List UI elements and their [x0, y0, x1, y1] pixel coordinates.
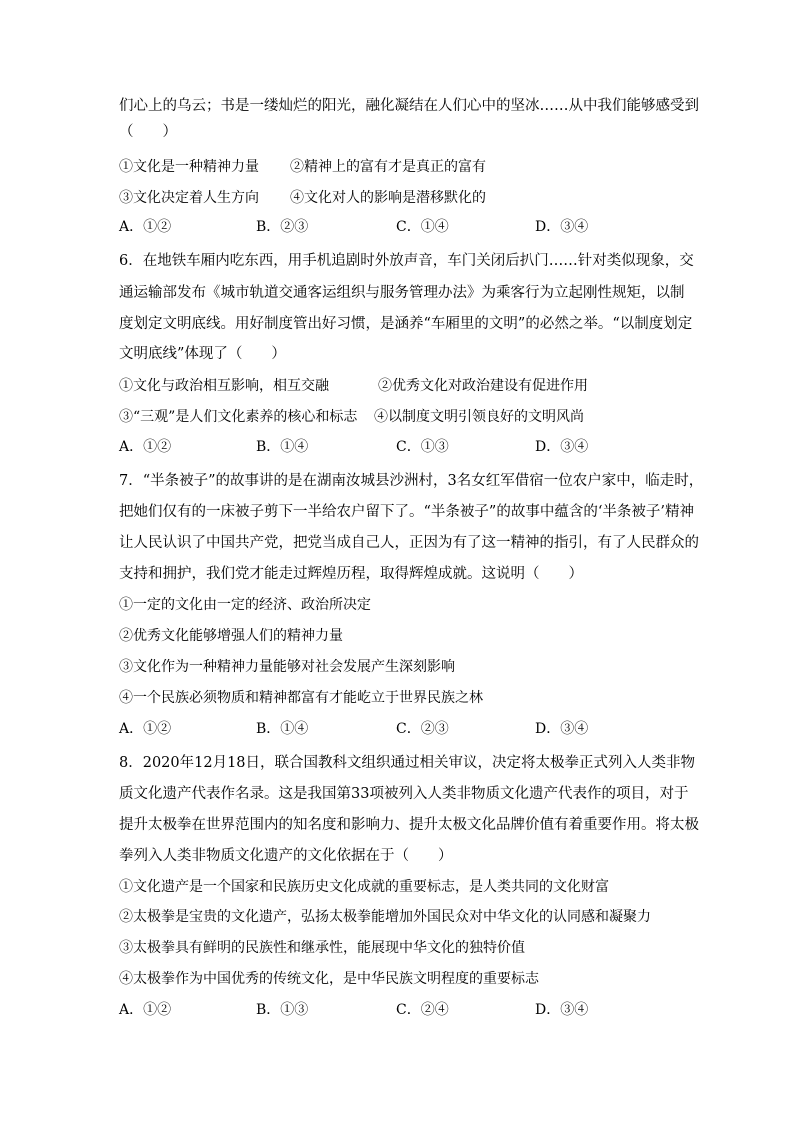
- q7-choice-b[interactable]: B．①④: [256, 721, 309, 737]
- q6-statement-4: ④以制度文明引领良好的文明风尚: [374, 409, 584, 425]
- q5-statement-1: ①文化是一种精神力量: [119, 159, 259, 175]
- q8-statement-1: ①文化遗产是一个国家和民族历史文化成就的重要标志，是人类共同的文化财富: [119, 879, 609, 895]
- q6-line-1: 6．在地铁车厢内吃东西，用手机追剧时外放声音，车门关闭后扒门……针对类似现象，交: [119, 253, 694, 269]
- q7-line-1: 7．“半条被子”的故事讲的是在湖南汝城县沙洲村，3名女红军借宿一位农户家中，临走时，: [119, 473, 704, 489]
- q5-choice-a[interactable]: A．①②: [119, 219, 172, 235]
- q6-choice-b[interactable]: B．①④: [256, 439, 309, 455]
- q7-statement-3: ③文化作为一种精神力量能够对社会发展产生深刻影响: [119, 659, 455, 675]
- q7-line-3: 让人民认识了中国共产党，把党当成自己人，正因为有了这一精神的指引，有了人民群众的: [119, 535, 699, 551]
- q8-statement-2: ②太极拳是宝贵的文化遗产，弘扬太极拳能增加外国民众对中华文化的认同感和凝聚力: [119, 909, 651, 925]
- q5-line-1: 们心上的乌云；书是一缕灿烂的阳光，融化凝结在人们心中的坚冰……从中我们能够感受到: [119, 98, 699, 114]
- q8-line-1: 8．2020年12月18日，联合国教科文组织通过相关审议，决定将太极拳正式列入人类非物: [119, 755, 696, 771]
- q8-choice-a[interactable]: A．①②: [119, 1002, 172, 1018]
- q8-statement-3: ③太极拳具有鲜明的民族性和继承性，能展现中华文化的独特价值: [119, 940, 525, 956]
- q6-statement-3: ③“三观”是人们文化素养的核心和标志: [119, 409, 358, 425]
- q5-choice-b[interactable]: B．②③: [256, 219, 309, 235]
- q8-line-3: 提升太极拳在世界范围内的知名度和影响力、提升太极文化品牌价值有着重要作用。将太极: [119, 817, 699, 833]
- q6-choices: [119, 437, 719, 457]
- q8-line-4: 拳列入人类非物质文化遗产的文化依据在于（ ）: [119, 848, 453, 864]
- q5-statement-2: ②精神上的富有才是真正的富有: [290, 159, 486, 175]
- q5-statement-4: ④文化对人的影响是潜移默化的: [290, 190, 486, 206]
- q8-choice-b[interactable]: B．①③: [256, 1002, 309, 1018]
- q7-choice-d[interactable]: D．③④: [535, 721, 589, 737]
- q6-statement-2: ②优秀文化对政治建设有促进作用: [378, 378, 588, 394]
- q7-line-2: 把她们仅有的一床被子剪下一半给农户留下了。“半条被子”的故事中蕴含的‘半条被子’精神: [119, 504, 695, 520]
- q7-statement-2: ②优秀文化能够增强人们的精神力量: [119, 628, 343, 644]
- q6-statement-1: ①文化与政治相互影响，相互交融: [119, 378, 329, 394]
- q8-choices: [119, 1000, 719, 1020]
- q7-choice-c[interactable]: C．②③: [396, 721, 449, 737]
- q8-choice-c[interactable]: C．②④: [396, 1002, 449, 1018]
- q8-line-2: 质文化遗产代表作名录。这是我国第33项被列入人类非物质文化遗产代表作的项目，对于: [119, 786, 689, 802]
- q7-statement-1: ①一定的文化由一定的经济、政治所决定: [119, 597, 371, 613]
- q6-choice-d[interactable]: D．③④: [535, 439, 589, 455]
- q6-line-3: 度划定文明底线。用好制度管出好习惯，是涵养“车厢里的文明”的必然之举。“以制度划定: [119, 316, 693, 332]
- q5-choices: [119, 217, 719, 237]
- q5-choice-c[interactable]: C．①④: [396, 219, 449, 235]
- q5-choice-d[interactable]: D．③④: [535, 219, 589, 235]
- q6-choice-a[interactable]: A．①②: [119, 439, 172, 455]
- q7-choice-a[interactable]: A．①②: [119, 721, 172, 737]
- q6-line-4: 文明底线”体现了（ ）: [119, 346, 286, 362]
- q6-line-2: 通运输部发布《城市轨道交通客运组织与服务管理办法》为乘客行为立起刚性规矩，以制: [119, 285, 685, 301]
- q7-line-4: 支持和拥护，我们党才能走过辉煌历程，取得辉煌成就。这说明（ ）: [119, 566, 583, 582]
- q6-choice-c[interactable]: C．①③: [396, 439, 449, 455]
- q7-choices: [119, 719, 719, 739]
- q8-statement-4: ④太极拳作为中国优秀的传统文化，是中华民族文明程度的重要标志: [119, 971, 539, 987]
- q8-choice-d[interactable]: D．③④: [535, 1002, 589, 1018]
- q5-statement-3: ③文化决定着人生方向: [119, 190, 259, 206]
- q5-line-2: （ ）: [119, 124, 177, 140]
- q7-statement-4: ④一个民族必须物质和精神都富有才能屹立于世界民族之林: [119, 690, 483, 706]
